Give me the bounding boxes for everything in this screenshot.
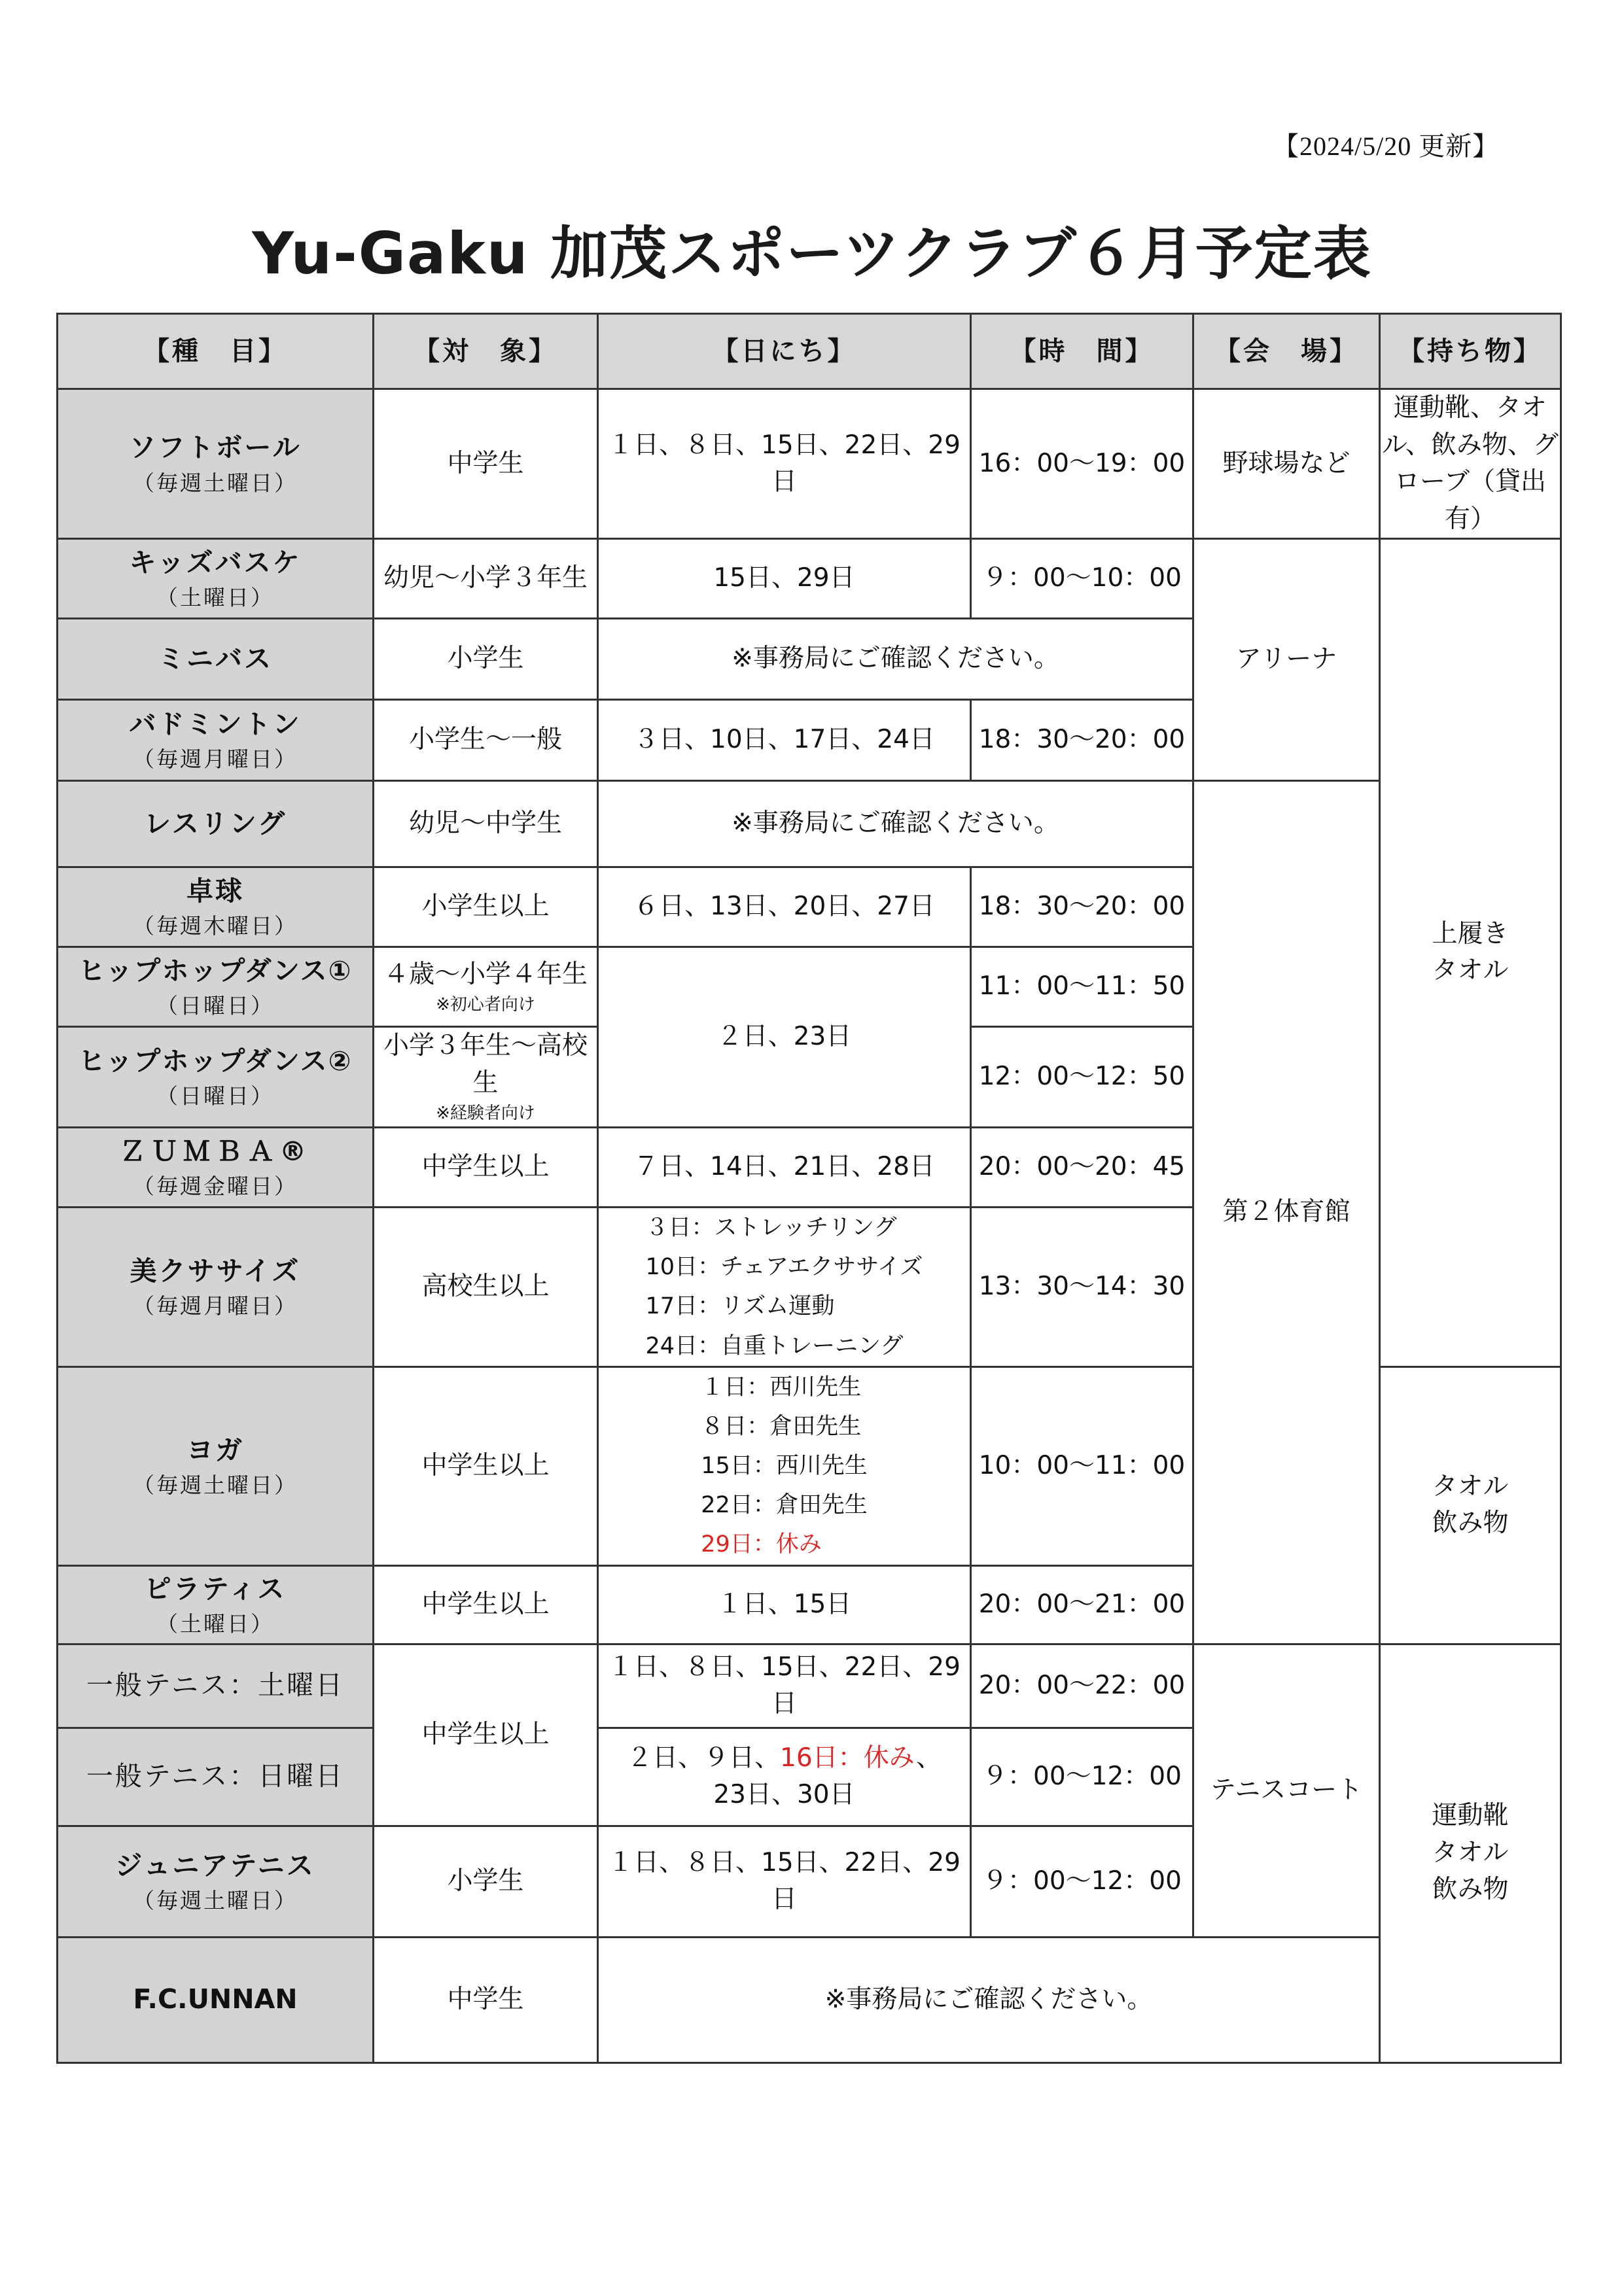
sport-day: （毎週土曜日） xyxy=(133,470,298,496)
header-belongings: 【持ち物】 xyxy=(1380,314,1561,389)
sport-name: 卓球 xyxy=(186,875,244,907)
sport-day: （土曜日） xyxy=(156,585,274,611)
header-dates: 【日にち】 xyxy=(598,314,971,389)
header-target: 【対 象】 xyxy=(374,314,598,389)
sport-name: ジュニアテニス xyxy=(115,1849,315,1881)
target-cell: 幼児〜中学生 xyxy=(374,781,598,867)
sport-cell xyxy=(58,867,374,947)
table-row xyxy=(58,539,1561,619)
time-cell: 20：00〜20：45 xyxy=(971,1127,1193,1207)
sport-name: ソフトボール xyxy=(129,432,302,464)
target-text: 小学３年生〜高校生 xyxy=(383,1031,588,1098)
dates-cell: 15日、29日 xyxy=(598,539,971,619)
list-item: ３日：ストレッチリング xyxy=(645,1214,897,1241)
target-cell: 小学生以上 xyxy=(374,867,598,947)
sport-name: 一般テニス：土曜日 xyxy=(86,1669,345,1701)
target-cell: 高校生以上 xyxy=(374,1207,598,1366)
sport-cell xyxy=(58,1937,374,2062)
sport-cell xyxy=(58,539,374,619)
time-cell: 10：00〜11：00 xyxy=(971,1366,1193,1565)
time-cell: ９：00〜10：00 xyxy=(971,539,1193,619)
sport-name: ミニバス xyxy=(158,642,273,674)
sport-name: レスリング xyxy=(144,807,287,839)
sport-day: （毎週土曜日） xyxy=(133,1887,298,1913)
sport-cell xyxy=(58,781,374,867)
time-cell: 11：00〜11：50 xyxy=(971,947,1193,1027)
sport-day: （日曜日） xyxy=(156,1083,274,1109)
target-cell: 中学生 xyxy=(374,389,598,539)
update-date: 【2024/5/20 更新】 xyxy=(1273,131,1500,161)
sport-day: （土曜日） xyxy=(156,1610,274,1637)
sport-cell xyxy=(58,947,374,1027)
sport-name: ヨガ xyxy=(186,1434,244,1466)
dates-cell: １日、８日、15日、22日、29日 xyxy=(598,1644,971,1728)
table-row xyxy=(58,1644,1561,1728)
belongings-cell: 運動靴、タオル、飲み物、グローブ（貸出有） xyxy=(1380,389,1561,539)
time-cell: 13：30〜14：30 xyxy=(971,1207,1193,1366)
time-cell: 20：00〜22：00 xyxy=(971,1644,1193,1728)
sport-day: （日曜日） xyxy=(156,993,274,1019)
belongings-cell xyxy=(1380,1366,1561,1644)
sport-day: （毎週土曜日） xyxy=(133,1472,298,1498)
dates-cell: ２日、23日 xyxy=(598,947,971,1128)
contact-note: ※事務局にご確認ください。 xyxy=(598,619,1193,700)
sport-cell xyxy=(58,1366,374,1565)
sport-name: ＺＵＭＢＡ® xyxy=(119,1135,311,1167)
sport-cell xyxy=(58,1644,374,1728)
dates-cell: １日、８日、15日、22日、29日 xyxy=(598,389,971,539)
belongings-item: 上履き xyxy=(1432,918,1509,948)
time-cell: 20：00〜21：00 xyxy=(971,1565,1193,1644)
sport-day: （毎週月曜日） xyxy=(133,746,298,773)
time-cell: 16：00〜19：00 xyxy=(971,389,1193,539)
target-cell: 中学生以上 xyxy=(374,1366,598,1565)
sport-day: （毎週金曜日） xyxy=(133,1174,298,1200)
dates-cell: １日、８日、15日、22日、29日 xyxy=(598,1826,971,1937)
header-sport: 【種 目】 xyxy=(58,314,374,389)
belongings-item: 運動靴 xyxy=(1432,1801,1509,1831)
target-cell xyxy=(374,1027,598,1128)
target-note: ※初心者向け xyxy=(436,995,535,1015)
target-cell: 小学生 xyxy=(374,1826,598,1937)
target-cell: 幼児〜小学３年生 xyxy=(374,539,598,619)
sport-cell xyxy=(58,619,374,700)
sport-cell xyxy=(58,1127,374,1207)
belongings-cell xyxy=(1380,539,1561,1367)
target-cell: 中学生 xyxy=(374,1937,598,2062)
sport-name: ヒップホップダンス① xyxy=(78,955,353,987)
dates-line: 23日、30日 xyxy=(713,1780,855,1810)
sport-cell xyxy=(58,389,374,539)
time-cell: ９：00〜12：00 xyxy=(971,1826,1193,1937)
target-cell: 小学生〜一般 xyxy=(374,700,598,781)
target-cell: 中学生以上 xyxy=(374,1565,598,1644)
target-note: ※経験者向け xyxy=(436,1104,535,1124)
table-row xyxy=(58,781,1561,867)
table-row xyxy=(58,1937,1561,2062)
venue-cell: テニスコート xyxy=(1193,1644,1380,1937)
target-cell: 中学生以上 xyxy=(374,1644,598,1826)
list-item: 17日：リズム運動 xyxy=(645,1293,835,1320)
belongings-cell xyxy=(1380,1644,1561,2062)
time-cell: 18：30〜20：00 xyxy=(971,867,1193,947)
contact-note: ※事務局にご確認ください。 xyxy=(598,781,1193,867)
belongings-item: 飲み物 xyxy=(1432,1508,1509,1539)
dates-cell: ３日、10日、17日、24日 xyxy=(598,700,971,781)
dates-cell: ７日、14日、21日、28日 xyxy=(598,1127,971,1207)
venue-cell: アリーナ xyxy=(1193,539,1380,781)
belongings-item: タオル xyxy=(1432,1837,1509,1868)
dates-holiday: 16日：休み xyxy=(780,1743,916,1773)
sport-cell xyxy=(58,700,374,781)
list-item: 15日：西川先生 xyxy=(701,1453,868,1480)
dates-list xyxy=(701,1368,868,1565)
list-item-holiday: 29日：休み xyxy=(701,1531,822,1558)
sport-name: 美クササイズ xyxy=(130,1255,301,1287)
dates-cell: ６日、13日、20日、27日 xyxy=(598,867,971,947)
sport-name: F.C.UNNAN xyxy=(133,1983,298,2015)
belongings-item: 飲み物 xyxy=(1432,1875,1509,1905)
target-cell: 中学生以上 xyxy=(374,1127,598,1207)
time-cell: ９：00〜12：00 xyxy=(971,1728,1193,1826)
list-item: ８日：倉田先生 xyxy=(701,1413,862,1440)
page-title: Yu-Gaku 加茂スポーツクラブ６月予定表 xyxy=(252,220,1372,287)
schedule-table xyxy=(56,313,1562,2064)
sport-cell xyxy=(58,1728,374,1826)
list-item: 10日：チェアエクササイズ xyxy=(645,1254,923,1281)
dates-line xyxy=(599,1740,970,1777)
belongings-item: タオル xyxy=(1432,1471,1509,1501)
header-venue: 【会 場】 xyxy=(1193,314,1380,389)
dates-list xyxy=(646,1208,923,1366)
target-cell: 小学生 xyxy=(374,619,598,700)
sport-name: 一般テニス：日曜日 xyxy=(86,1760,345,1792)
sport-name: ヒップホップダンス② xyxy=(78,1045,353,1077)
dates-text: 、 xyxy=(915,1743,942,1773)
header-time: 【時 間】 xyxy=(971,314,1193,389)
target-text: ４歳〜小学４年生 xyxy=(383,959,588,989)
sport-day: （毎週木曜日） xyxy=(133,913,298,939)
list-item: １日：西川先生 xyxy=(701,1374,862,1400)
dates-cell xyxy=(598,1366,971,1565)
time-cell: 12：00〜12：50 xyxy=(971,1027,1193,1128)
belongings-item: タオル xyxy=(1432,956,1509,986)
dates-cell xyxy=(598,1207,971,1366)
dates-text: ２日、９日、 xyxy=(627,1743,781,1773)
venue-cell: 第２体育館 xyxy=(1193,781,1380,1644)
header-row xyxy=(58,314,1561,389)
list-item: 24日：自重トレーニング xyxy=(645,1332,904,1359)
sport-cell xyxy=(58,1826,374,1937)
sport-cell xyxy=(58,1207,374,1366)
time-cell: 18：30〜20：00 xyxy=(971,700,1193,781)
list-item: 22日：倉田先生 xyxy=(701,1492,868,1519)
target-cell xyxy=(374,947,598,1027)
table-row xyxy=(58,389,1561,539)
sport-cell xyxy=(58,1027,374,1128)
dates-cell xyxy=(598,1728,971,1826)
sport-name: バドミントン xyxy=(129,708,302,740)
venue-cell: 野球場など xyxy=(1193,389,1380,539)
contact-note: ※事務局にご確認ください。 xyxy=(598,1937,1380,2062)
sport-name: キッズバスケ xyxy=(129,547,302,579)
dates-cell: １日、15日 xyxy=(598,1565,971,1644)
sport-day: （毎週月曜日） xyxy=(133,1293,298,1319)
sport-name: ピラティス xyxy=(144,1573,287,1605)
sport-cell xyxy=(58,1565,374,1644)
